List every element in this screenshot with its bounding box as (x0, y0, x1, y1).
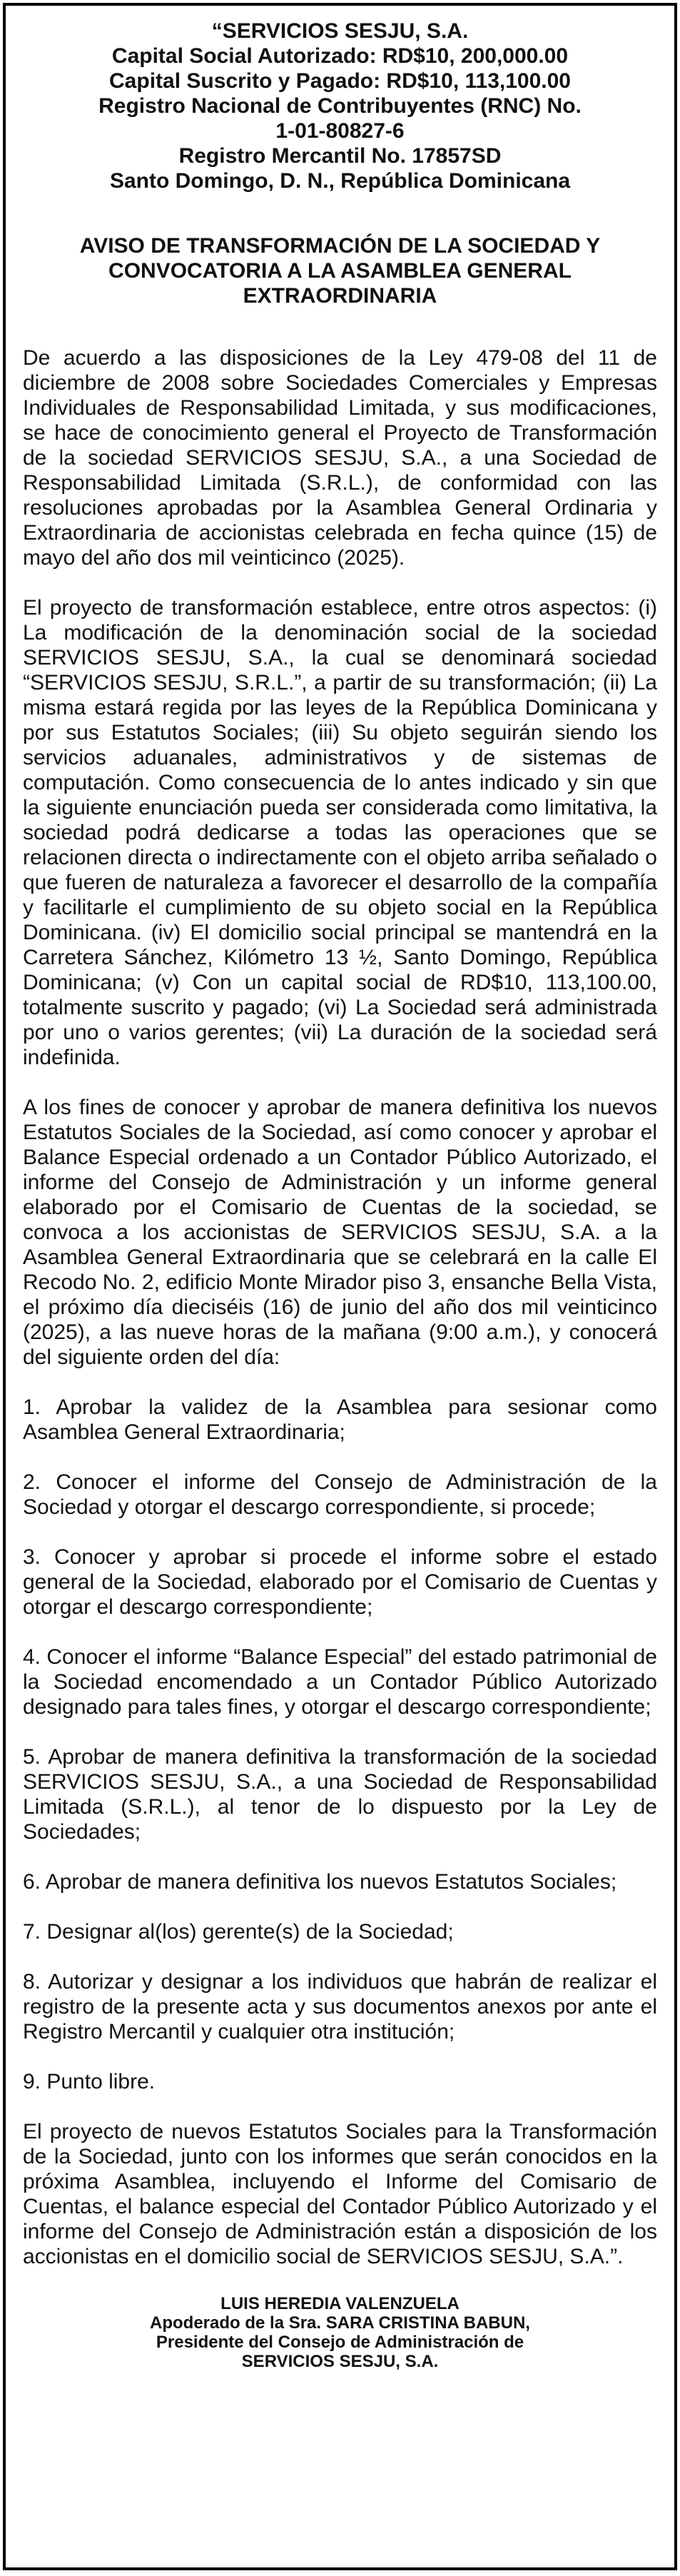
notice-title (37, 233, 643, 308)
notice-body (23, 345, 657, 2269)
agenda-item-5: 5. Aprobar de manera definitiva la transformación de la sociedad SERVICIOS SESJU, S.A., a una Sociedad de Responsabilidad Limitada (S.R.L.), al tenor de lo dispuesto por la Ley de Sociedades; (23, 1745, 657, 1844)
subscribed-capital: Capital Suscrito y Pagado: RD$10, 113,100.00 (109, 69, 571, 93)
agenda-item-3: 3. Conocer y aprobar si procede el informe sobre el estado general de la Sociedad, elaborado por el Comisario de Cuentas y otorgar el descargo correspondiente; (23, 1545, 657, 1619)
signature-block (23, 2294, 657, 2371)
agenda-item-8: 8. Autorizar y designar a los individuos que habrán de realizar el registro de la presente acta y sus documentos anexos por ante el Registro Mercantil y cualquier otra institución; (23, 1970, 657, 2044)
mercantile-registry: Registro Mercantil No. 17857SD (178, 144, 502, 168)
legal-notice (3, 3, 677, 2570)
rnc-number: 1-01-80827-6 (275, 119, 405, 143)
signatory-role-3: SERVICIOS SESJU, S.A. (241, 2352, 439, 2371)
title-line-2: CONVOCATORIA A LA ASAMBLEA GENERAL (108, 259, 572, 283)
authorized-capital: Capital Social Autorizado: RD$10, 200,000.00 (111, 44, 569, 68)
agenda-item-1: 1. Aprobar la validez de la Asamblea para sesionar como Asamblea General Extraordinaria; (23, 1395, 657, 1444)
agenda-item-7: 7. Designar al(los) gerente(s) de la Sociedad; (23, 1920, 454, 1944)
convocation-paragraph: A los fines de conocer y aprobar de manera definitiva los nuevos Estatutos Sociales de la Sociedad, así como conocer y aprobar el Balance Especial ordenado a un Contador Público Autorizado, el informe del Consejo de Administración y un informe general elaborado por el Comisario de Cuentas de la sociedad, se convoca a los accionistas de SERVICIOS SESJU, S.A. a la Asamblea General Extraordinaria que se celebrará en la calle El Recodo No. 2, edificio Monte Mirador piso 3, ensanche Bella Vista, el próximo día dieciséis (16) de junio del año dos mil veinticinco (2025), a las nueve horas de la mañana (9:00 a.m.), y conocerá del siguiente orden del día: (23, 1096, 657, 1369)
signatory-role-1: Apoderado de la Sra. SARA CRISTINA BABUN, (150, 2313, 530, 2333)
location: Santo Domingo, D. N., República Dominicana (109, 169, 571, 193)
intro-paragraph: De acuerdo a las disposiciones de la Ley 479-08 del 11 de diciembre de 2008 sobre Sociedades Comerciales y Empresas Individuales de Responsabilidad Limitada, y sus modificaciones, se hace de conocimiento general el Proyecto de Transformación de la sociedad SERVICIOS SESJU, S.A., a una Sociedad de Responsabilidad Limitada (S.R.L.), de conformidad con las resoluciones aprobadas por la Asamblea General Ordinaria y Extraordinaria de accionistas celebrada en fecha quince (15) de mayo del año dos mil veinticinco (2025). (23, 346, 657, 570)
transformation-project-paragraph: El proyecto de transformación establece, entre otros aspectos: (i) La modificación de la denominación social de la sociedad SERVICIOS SESJU, S.A., la cual se denominará sociedad “SERVICIOS SESJU, S.R.L.”, a partir de su transformación; (ii) La misma estará regida por las leyes de la República Dominicana y por sus Estatutos Sociales; (iii) Su objeto seguirán siendo los servicios aduanales, administrativos y de sistemas de computación. Como consecuencia de lo antes indicado y sin que la siguiente enunciación pueda ser considerada como limitativa, la sociedad podrá dedicarse a todas las operaciones que se relacionen directa o indirectamente con el objeto arriba señalado o que fueren de naturaleza a favorecer el desarrollo de la compañía y facilitarle el cumplimiento de su objeto social en la República Dominicana. (iv) El domicilio social principal se mantendrá en la Carretera Sánchez, Kilómetro 13 ½, Santo Domingo, República Dominicana; (v) Con un capital social de RD$10, 113,100.00, totalmente suscrito y pagado; (vi) La Sociedad será administrada por uno o varios gerentes; (vii) La duración de la sociedad será indefinida. (23, 596, 657, 1069)
company-header (23, 19, 657, 193)
closing-paragraph: El proyecto de nuevos Estatutos Sociales para la Transformación de la Sociedad, junto con los informes que serán conocidos en la próxima Asamblea, incluyendo el Informe del Comisario de Cuentas, el balance especial del Contador Público Autorizado y el informe del Consejo de Administración están a disposición de los accionistas en el domicilio social de SERVICIOS SESJU, S.A.”. (23, 2120, 657, 2268)
agenda-item-9: 9. Punto libre. (23, 2070, 156, 2093)
signatory-role-2: Presidente del Consejo de Administración de (156, 2333, 524, 2352)
rnc-label: Registro Nacional de Contribuyentes (RNC) No. (98, 94, 582, 118)
title-line-1: AVISO DE TRANSFORMACIÓN DE LA SOCIEDAD Y (79, 234, 601, 258)
agenda-item-6: 6. Aprobar de manera definitiva los nuevos Estatutos Sociales; (23, 1870, 617, 1894)
agenda-item-2: 2. Conocer el informe del Consejo de Administración de la Sociedad y otorgar el descargo correspondiente, si procede; (23, 1470, 657, 1519)
company-name: “SERVICIOS SESJU, S.A. (211, 19, 469, 43)
signatory-name: LUIS HEREDIA VALENZUELA (220, 2294, 460, 2313)
agenda-item-4: 4. Conocer el informe “Balance Especial” del estado patrimonial de la Sociedad encomendado a un Contador Público Autorizado designado para tales fines, y otorgar el descargo correspondiente; (23, 1645, 657, 1719)
title-line-3: EXTRAORDINARIA (243, 284, 437, 308)
